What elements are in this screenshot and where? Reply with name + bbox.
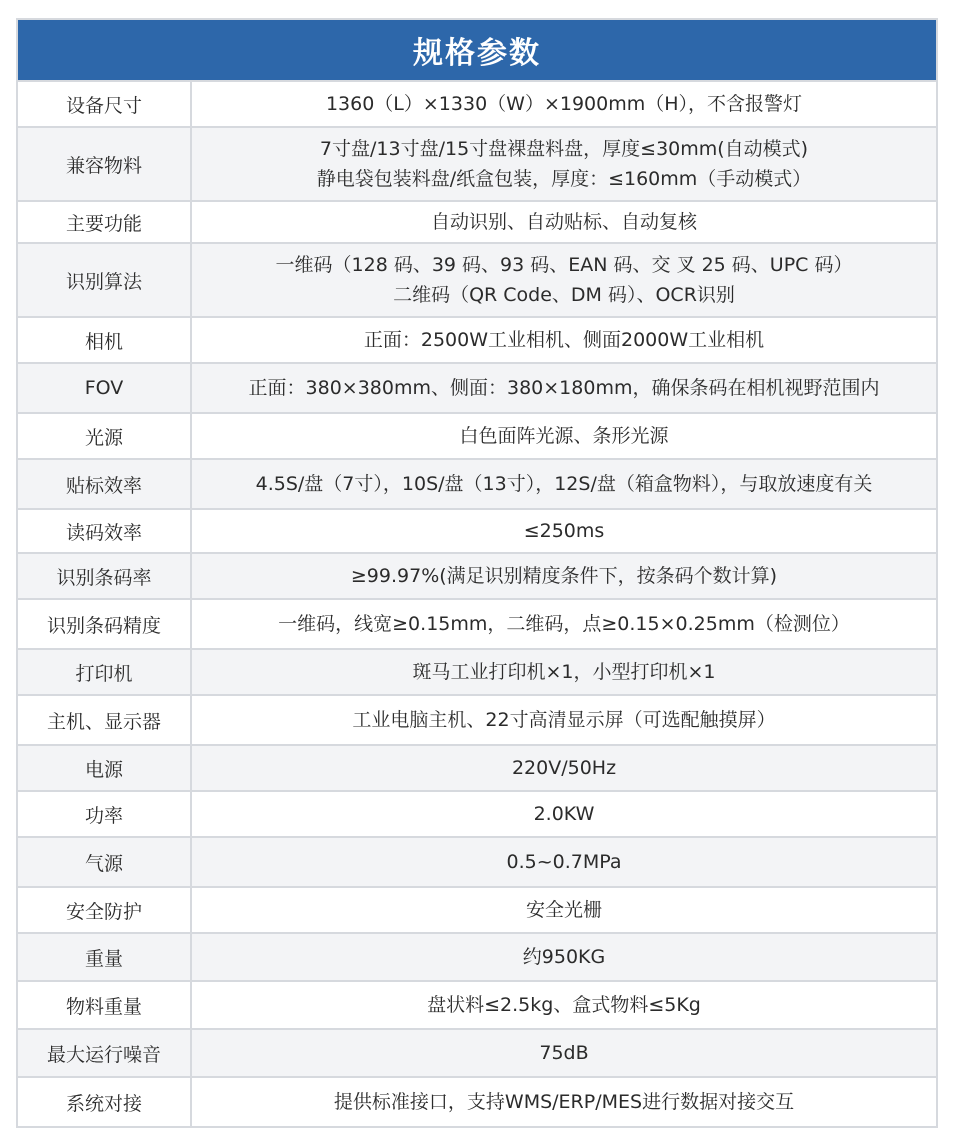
row-value <box>192 414 936 458</box>
table-row <box>18 458 936 508</box>
table-row <box>18 694 936 744</box>
row-label: 设备尺寸 <box>18 82 192 126</box>
table-row <box>18 648 936 694</box>
row-value-line: 斑马工业打印机×1，小型打印机×1 <box>412 661 716 683</box>
row-label: 打印机 <box>18 650 192 694</box>
row-label: 系统对接 <box>18 1078 192 1126</box>
row-value <box>192 934 936 980</box>
row-value <box>192 888 936 932</box>
row-value <box>192 460 936 508</box>
row-value-line: 正面：2500W工业相机、侧面2000W工业相机 <box>363 329 765 351</box>
table-row <box>18 932 936 980</box>
table-row <box>18 980 936 1028</box>
row-value-line: 提供标准接口，支持WMS/ERP/MES进行数据对接交互 <box>333 1091 795 1113</box>
row-label: 相机 <box>18 318 192 362</box>
row-value-line: 自动识别、自动贴标、自动复核 <box>430 211 697 233</box>
row-label: 识别算法 <box>18 244 192 316</box>
row-value <box>192 982 936 1028</box>
row-label: 光源 <box>18 414 192 458</box>
row-value <box>192 600 936 648</box>
row-value-line: 工业电脑主机、22寸高清显示屏（可选配触摸屏） <box>352 709 776 731</box>
table-row <box>18 242 936 316</box>
table-row <box>18 1028 936 1076</box>
spec-table <box>16 18 938 1128</box>
row-label: 功率 <box>18 792 192 836</box>
row-value-line: 白色面阵光源、条形光源 <box>459 425 669 447</box>
row-value-line: 二维码（QR Code、DM 码）、OCR识别 <box>393 284 735 306</box>
table-row <box>18 362 936 412</box>
table-row <box>18 316 936 362</box>
table-row <box>18 598 936 648</box>
row-value <box>192 1078 936 1126</box>
row-value <box>192 364 936 412</box>
row-value-line: 220V/50Hz <box>511 757 617 779</box>
row-value-line: 7寸盘/13寸盘/15寸盘裸盘料盘，厚度≤30mm(自动模式) <box>319 138 809 160</box>
row-value-line: 盘状料≤2.5kg、盒式物料≤5Kg <box>427 994 701 1016</box>
table-row <box>18 412 936 458</box>
row-value-line: 一维码，线宽≥0.15mm，二维码，点≥0.15×0.25mm（检测位） <box>278 613 850 635</box>
row-label: 安全防护 <box>18 888 192 932</box>
row-value-line: ≥99.97%(满足识别精度条件下，按条码个数计算) <box>350 565 778 587</box>
table-row <box>18 552 936 598</box>
row-value-line: 75dB <box>539 1042 589 1064</box>
row-value <box>192 554 936 598</box>
row-label: 读码效率 <box>18 510 192 552</box>
row-value-line: 2.0KW <box>533 803 595 825</box>
row-value <box>192 838 936 886</box>
row-label: 兼容物料 <box>18 128 192 200</box>
row-label: 识别条码率 <box>18 554 192 598</box>
row-value <box>192 202 936 242</box>
row-value <box>192 318 936 362</box>
row-value-line: 静电袋包装料盘/纸盒包装，厚度：≤160mm（手动模式） <box>316 168 812 190</box>
table-title: 规格参数 <box>18 20 936 80</box>
table-body <box>18 80 936 1126</box>
row-value <box>192 792 936 836</box>
row-value <box>192 746 936 790</box>
row-value-line: ≤250ms <box>523 520 605 542</box>
row-value-line: 正面：380×380mm、侧面：380×180mm，确保条码在相机视野范围内 <box>248 377 880 399</box>
row-label: 贴标效率 <box>18 460 192 508</box>
table-row <box>18 790 936 836</box>
table-row <box>18 1076 936 1126</box>
row-label: 电源 <box>18 746 192 790</box>
table-row <box>18 744 936 790</box>
row-value-line: 一维码（128 码、39 码、93 码、EAN 码、交 叉 25 码、UPC 码） <box>275 254 853 276</box>
row-value <box>192 128 936 200</box>
row-label: 识别条码精度 <box>18 600 192 648</box>
row-value-line: 1360（L）×1330（W）×1900mm（H），不含报警灯 <box>325 93 803 115</box>
row-label: 主要功能 <box>18 202 192 242</box>
row-label: 最大运行噪音 <box>18 1030 192 1076</box>
row-value <box>192 650 936 694</box>
row-value-line: 4.5S/盘（7寸），10S/盘（13寸），12S/盘（箱盒物料），与取放速度有关 <box>255 473 873 495</box>
row-value <box>192 696 936 744</box>
row-value <box>192 244 936 316</box>
table-row <box>18 836 936 886</box>
row-label: 物料重量 <box>18 982 192 1028</box>
row-value <box>192 1030 936 1076</box>
row-label: FOV <box>18 364 192 412</box>
table-row <box>18 886 936 932</box>
table-row <box>18 126 936 200</box>
row-value-line: 约950KG <box>522 946 606 968</box>
table-row <box>18 508 936 552</box>
row-value <box>192 82 936 126</box>
row-value-line: 0.5~0.7MPa <box>506 851 622 873</box>
row-label: 重量 <box>18 934 192 980</box>
table-row <box>18 80 936 126</box>
row-value <box>192 510 936 552</box>
row-label: 气源 <box>18 838 192 886</box>
row-label: 主机、显示器 <box>18 696 192 744</box>
row-value-line: 安全光栅 <box>525 899 602 921</box>
table-row <box>18 200 936 242</box>
